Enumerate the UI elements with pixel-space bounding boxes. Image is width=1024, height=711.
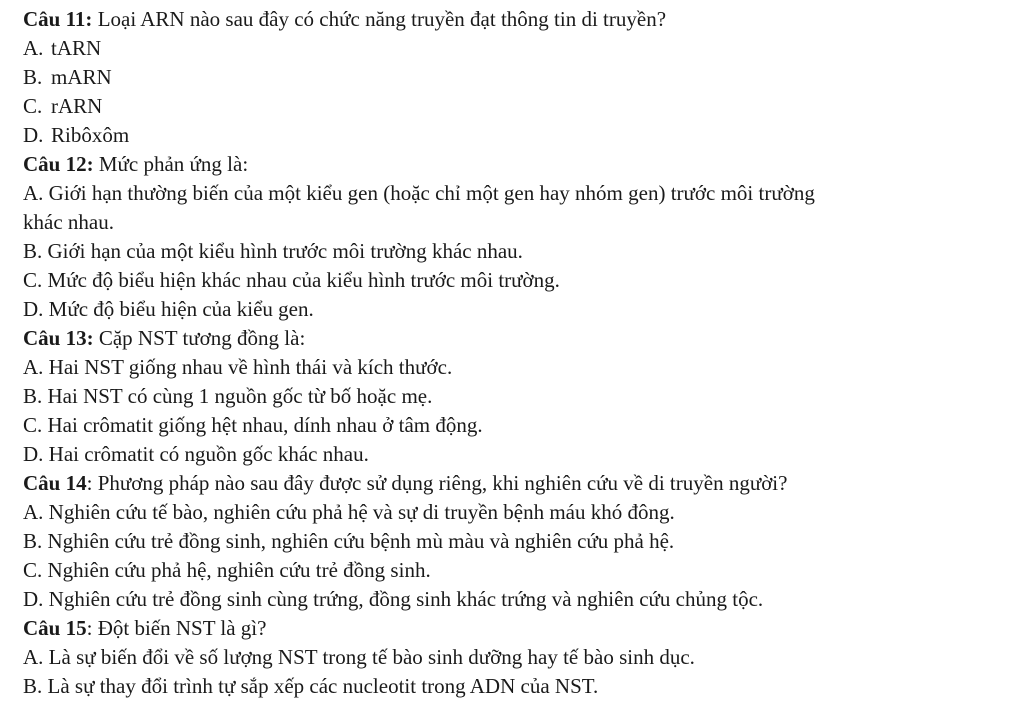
option-letter: B. [23,529,43,553]
option-text: Nghiên cứu trẻ đồng sinh, nghiên cứu bệnh mù màu và nghiên cứu phả hệ. [47,529,675,553]
question-text: Cặp NST tương đồng là: [98,326,306,350]
option-letter: D. [23,587,44,611]
option-letter: C. [23,558,43,582]
option-text: mARN [51,65,112,89]
option-text: Hai crômatit giống hệt nhau, dính nhau ở tâm động. [47,413,483,437]
option-text: Mức độ biểu hiện của kiểu gen. [48,297,314,321]
option-letter: A. [23,645,44,669]
option-letter: D. [23,297,44,321]
option-d [23,585,1013,614]
option-letter: C. [23,94,43,118]
option-letter: B. [23,65,43,89]
option-letter: D. [23,442,44,466]
option-text: Nghiên cứu phả hệ, nghiên cứu trẻ đồng sinh. [47,558,431,582]
option-a [23,498,1013,527]
option-letter: C. [23,268,43,292]
option-text-continuation: khác nhau. [23,210,114,234]
question-text: : Đột biến NST là gì? [86,616,267,640]
option-c [23,266,1013,295]
option-a [23,643,1013,672]
option-text: Giới hạn thường biến của một kiểu gen (hoặc chỉ một gen hay nhóm gen) trước môi trường [48,181,815,205]
option-a-continuation [23,208,1013,237]
question-label: Câu 11: [23,7,93,31]
option-a [23,179,1013,208]
option-letter: A. [23,355,44,379]
option-d [23,440,1013,469]
option-text: tARN [51,36,102,60]
option-text: Mức độ biểu hiện khác nhau của kiểu hình trước môi trường. [47,268,560,292]
question-label: Câu 13: [23,326,94,350]
question-15 [23,614,1013,701]
question-stem [23,469,1013,498]
option-b [23,672,1013,701]
option-d [23,121,1013,150]
option-letter: B. [23,674,43,698]
question-11 [23,5,1013,150]
question-label: Câu 12: [23,152,94,176]
option-b [23,382,1013,411]
option-d [23,295,1013,324]
option-b [23,237,1013,266]
question-14 [23,469,1013,614]
option-letter: A. [23,500,44,524]
option-text: rARN [51,94,103,118]
option-text: Nghiên cứu tế bào, nghiên cứu phả hệ và sự di truyền bệnh máu khó đông. [48,500,675,524]
question-stem [23,324,1013,353]
question-label: Câu 15 [23,616,87,640]
option-text: Hai NST giống nhau về hình thái và kích thước. [48,355,453,379]
option-letter: B. [23,384,43,408]
option-letter: B. [23,239,43,263]
question-text: Loại ARN nào sau đây có chức năng truyền đạt thông tin di truyền? [97,7,667,31]
option-text: Là sự biến đổi về số lượng NST trong tế bào sinh dưỡng hay tế bào sinh dục. [48,645,695,669]
option-text: Giới hạn của một kiểu hình trước môi trường khác nhau. [47,239,523,263]
question-13 [23,324,1013,469]
option-letter: A. [23,181,44,205]
document-page [23,0,1013,701]
question-text: : Phương pháp nào sau đây được sử dụng riêng, khi nghiên cứu về di truyền người? [86,471,788,495]
question-label: Câu 14 [23,471,87,495]
question-stem [23,5,1013,34]
option-c [23,411,1013,440]
option-text: Là sự thay đổi trình tự sắp xếp các nucleotit trong ADN của NST. [47,674,599,698]
option-a [23,34,1013,63]
question-stem [23,614,1013,643]
option-text: Nghiên cứu trẻ đồng sinh cùng trứng, đồng sinh khác trứng và nghiên cứu chủng tộc. [48,587,764,611]
option-text: Hai NST có cùng 1 nguồn gốc từ bố hoặc mẹ. [47,384,433,408]
option-letter: A. [23,36,44,60]
option-c [23,92,1013,121]
option-text: Ribôxôm [51,123,130,147]
option-a [23,353,1013,382]
option-letter: C. [23,413,43,437]
question-stem [23,150,1013,179]
option-b [23,527,1013,556]
option-letter: D. [23,123,44,147]
question-12 [23,150,1013,324]
option-c [23,556,1013,585]
option-text: Hai crômatit có nguồn gốc khác nhau. [48,442,369,466]
cut-off-line [23,0,1013,5]
question-text: Mức phản ứng là: [98,152,249,176]
option-b [23,63,1013,92]
